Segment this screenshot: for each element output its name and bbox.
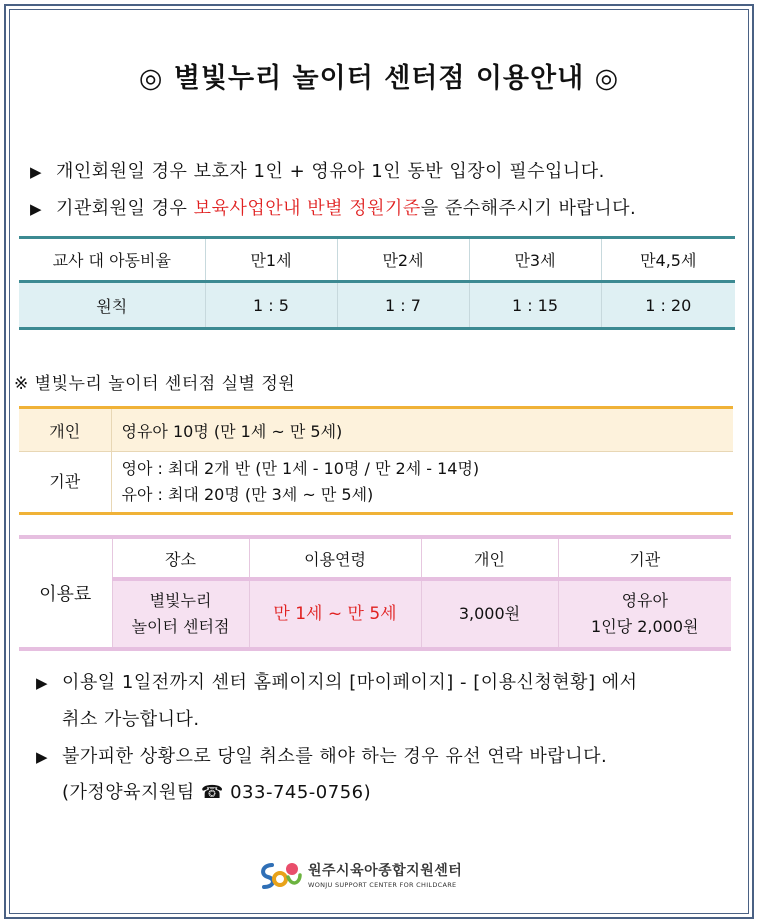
ratio-cell: 원칙 bbox=[19, 282, 205, 329]
bullet-text-post: 을 준수해주시기 바랍니다. bbox=[420, 198, 637, 219]
capacity-label: 기관 bbox=[19, 452, 111, 514]
fee-header-cell: 개인 bbox=[421, 537, 558, 579]
ratio-header-cell: 만2세 bbox=[337, 238, 469, 282]
ratio-cell: 1 : 5 bbox=[205, 282, 337, 329]
fee-age: 만 1세 ~ 만 5세 bbox=[249, 579, 421, 649]
capacity-line: 유아 : 최대 20명 (만 3세 ~ 만 5세) bbox=[121, 485, 374, 504]
ratio-cell: 1 : 7 bbox=[337, 282, 469, 329]
ratio-header-cell: 교사 대 아동비율 bbox=[19, 238, 205, 282]
center-logo-icon bbox=[258, 857, 302, 891]
capacity-row-individual bbox=[19, 408, 733, 452]
ratio-cell: 1 : 15 bbox=[469, 282, 601, 329]
triangle-bullet-icon: ▶ bbox=[30, 200, 43, 218]
capacity-note: ※ 별빛누리 놀이터 센터점 실별 정원 bbox=[14, 374, 296, 394]
fee-label: 이용료 bbox=[19, 537, 112, 649]
ratio-data-row bbox=[19, 282, 735, 329]
notice-cancel-online-cont: 취소 가능합니다. bbox=[62, 709, 200, 730]
capacity-line: 영아 : 최대 2개 반 (만 1세 - 10명 / 만 2세 - 14명) bbox=[121, 459, 480, 478]
ratio-cell: 1 : 20 bbox=[601, 282, 735, 329]
fee-header-row bbox=[19, 537, 731, 579]
capacity-value bbox=[111, 452, 733, 514]
capacity-table bbox=[19, 406, 733, 515]
footer-name-kr: 원주시육아종합지원센터 bbox=[308, 862, 463, 879]
fee-place bbox=[112, 579, 249, 649]
triangle-bullet-icon: ▶ bbox=[36, 748, 49, 766]
bullet-text-highlight: 보육사업안내 반별 정원기준 bbox=[193, 198, 421, 219]
notice-cancel-online bbox=[36, 668, 638, 694]
footer-name-en: WONJU SUPPORT CENTER FOR CHILDCARE bbox=[308, 880, 457, 889]
fee-place-line: 놀이터 센터점 bbox=[131, 617, 230, 636]
fee-table bbox=[19, 535, 731, 651]
bullet-institution bbox=[30, 194, 636, 220]
notice-text: 불가피한 상황으로 당일 취소를 해야 하는 경우 유선 연락 바랍니다. bbox=[62, 746, 608, 767]
ratio-header-cell: 만1세 bbox=[205, 238, 337, 282]
bullet-text-pre: 기관회원일 경우 bbox=[56, 198, 194, 219]
fee-header-cell: 장소 bbox=[112, 537, 249, 579]
notice-cancel-phone bbox=[36, 742, 607, 768]
fee-institution-line: 1인당 2,000원 bbox=[591, 617, 699, 636]
triangle-bullet-icon: ▶ bbox=[36, 674, 49, 692]
footer-logo bbox=[258, 857, 462, 891]
ratio-table bbox=[19, 236, 735, 330]
ratio-header-cell: 만4,5세 bbox=[601, 238, 735, 282]
fee-institution-line: 영유아 bbox=[621, 591, 668, 610]
ratio-header-row bbox=[19, 238, 735, 282]
fee-data-row bbox=[19, 579, 731, 649]
fee-header-cell: 기관 bbox=[558, 537, 731, 579]
capacity-row-institution bbox=[19, 452, 733, 514]
page-title: ◎ 별빛누리 놀이터 센터점 이용안내 ◎ bbox=[138, 63, 620, 94]
bullet-text: 개인회원일 경우 보호자 1인 + 영유아 1인 동반 입장이 필수입니다. bbox=[56, 161, 605, 182]
fee-individual: 3,000원 bbox=[421, 579, 558, 649]
triangle-bullet-icon: ▶ bbox=[30, 163, 43, 181]
fee-institution bbox=[558, 579, 731, 649]
fee-header-cell: 이용연령 bbox=[249, 537, 421, 579]
notice-phone-contact: (가정양육지원팀 ☎ 033-745-0756) bbox=[62, 782, 372, 803]
fee-place-line: 별빛누리 bbox=[149, 591, 212, 610]
bullet-individual bbox=[30, 157, 605, 183]
capacity-value: 영유아 10명 (만 1세 ~ 만 5세) bbox=[111, 408, 733, 452]
ratio-header-cell: 만3세 bbox=[469, 238, 601, 282]
notice-text: 이용일 1일전까지 센터 홈페이지의 [마이페이지] - [이용신청현황] 에서 bbox=[62, 672, 638, 693]
capacity-label: 개인 bbox=[19, 408, 111, 452]
